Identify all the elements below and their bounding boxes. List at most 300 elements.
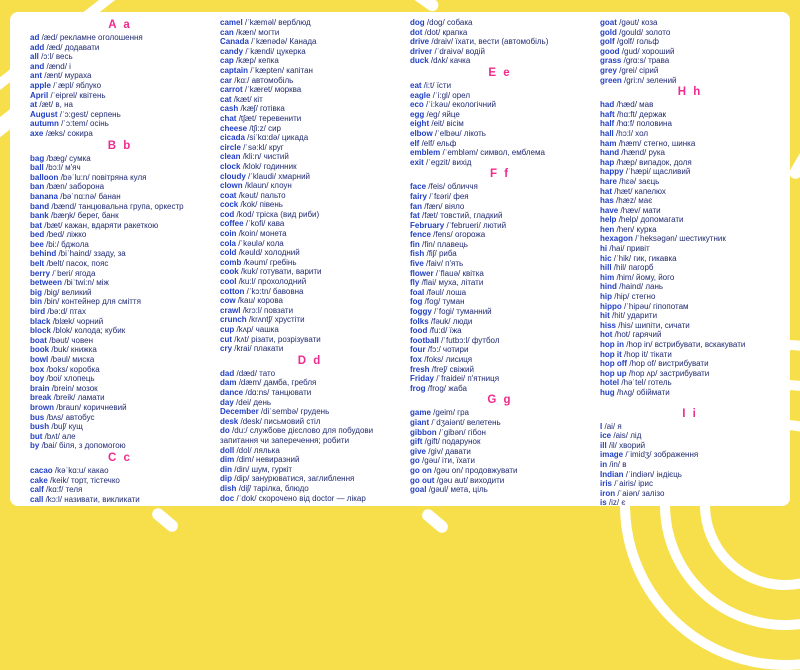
entry-word: cod (220, 209, 235, 219)
entry-translation: давати (445, 446, 471, 456)
entry-translation: ззаду, за (93, 249, 126, 259)
entry-word: fox (410, 355, 422, 364)
entry-translation: риба (438, 249, 457, 259)
entry-transcription: /ˈdok/ (236, 493, 257, 503)
dictionary-entry (410, 355, 590, 365)
entry-translation: сокира (67, 128, 93, 138)
entry-translation: свіжий (449, 364, 474, 374)
entry-transcription: /bæn/ (46, 182, 67, 192)
dictionary-entry (410, 182, 590, 192)
entry-transcription: /gift/ (424, 437, 440, 447)
entry-transcription: /hot/ (614, 330, 631, 340)
entry-word: I (600, 421, 603, 431)
dictionary-entry (410, 230, 590, 240)
dictionary-entry (410, 326, 590, 336)
entry-translation: сир (268, 123, 281, 133)
entry-transcription: /haind/ (619, 282, 644, 292)
dictionary-entry (410, 139, 590, 149)
entry-translation: привіт (626, 244, 650, 254)
entry-translation: ельф (436, 138, 457, 148)
dictionary-entry (30, 211, 210, 221)
entry-translation: трава (648, 56, 670, 66)
dictionary-entry (220, 152, 400, 162)
entry-word: cotton (220, 286, 245, 296)
entry-transcription: /elf/ (421, 138, 435, 148)
dictionary-entry (600, 292, 780, 302)
entry-word: cool (220, 277, 237, 287)
dictionary-entry (220, 369, 400, 379)
entry-word: desk (220, 416, 239, 426)
entry-word: cold (220, 248, 237, 258)
dictionary-entry (410, 91, 590, 101)
entry-word: August (30, 109, 58, 119)
section-header: H h (677, 86, 703, 99)
entry-transcription: /ˈfebrueri/ (446, 220, 481, 230)
entry-translation: держак (639, 109, 667, 119)
entry-translation: продовжувати (465, 465, 518, 475)
dictionary-entry (30, 192, 210, 202)
dictionary-entry (410, 437, 590, 447)
entry-word: crunch (220, 315, 247, 325)
entry-transcription: /hop ʌp/ (628, 368, 658, 378)
dictionary-entry (600, 66, 780, 76)
entry-transcription: /ˈkæret/ (244, 85, 273, 95)
dictionary-entry (600, 215, 780, 225)
entry-transcription: /æks/ (45, 128, 66, 138)
entry-word: driver (410, 46, 433, 56)
entry-word: dad (220, 368, 235, 378)
entry-word: ant (30, 71, 42, 81)
entry-translation: яблуко (75, 80, 102, 90)
entry-transcription: /tʃi:z/ (249, 123, 266, 133)
entry-translation: сірий (639, 65, 659, 75)
entry-translation: лялька (253, 445, 280, 455)
entry-translation: гарячий (632, 330, 662, 340)
dictionary-entry (220, 315, 400, 325)
entry-translation: холодний (264, 248, 300, 258)
dictionary-entry (600, 422, 780, 432)
entry-word: eagle (410, 90, 431, 100)
entry-transcription: /ˈembləm/ (442, 148, 479, 158)
entry-word: banana (30, 191, 59, 201)
entry-translation: квітень (79, 90, 106, 100)
dictionary-entry (410, 336, 590, 346)
entry-translation: прохолодний (257, 277, 307, 287)
entry-word: cock (220, 200, 239, 210)
entry-transcription: /ˈhæpi/ (625, 167, 651, 177)
entry-word: add (30, 42, 45, 52)
dictionary-entry (30, 129, 210, 139)
dictionary-column (30, 18, 220, 506)
dictionary-entry (220, 124, 400, 134)
dictionary-entry (30, 393, 210, 403)
entry-word: emblem (410, 148, 441, 158)
dictionary-entry (220, 143, 400, 153)
entry-transcription: /ˈfutbɔ:l/ (441, 335, 470, 345)
entry-transcription: /bin/ (44, 297, 60, 307)
entry-translation: готель (648, 378, 672, 388)
dictionary-entry (30, 62, 210, 72)
entry-word: dip (220, 474, 232, 484)
entry-translation: щасливий (652, 167, 691, 177)
entry-word: fly (410, 278, 420, 288)
dictionary-entry (410, 408, 590, 418)
entry-word: and (30, 61, 45, 71)
entry-translation: чорний (76, 316, 104, 326)
dictionary-entry (600, 311, 780, 321)
entry-transcription: /brein/ (51, 383, 75, 393)
dictionary-entry (600, 369, 780, 379)
entry-word: fan (410, 201, 422, 211)
entry-translation: клоун (270, 181, 292, 191)
dictionary-entry (410, 81, 590, 91)
dictionary-entry (220, 474, 400, 484)
entry-transcription: /grɑ:s/ (623, 56, 646, 66)
entry-transcription: /gəu on/ (434, 465, 463, 475)
entry-transcription: /dæd/ (236, 368, 257, 378)
entry-transcription: /buʃ/ (51, 422, 67, 432)
dictionary-entry (220, 287, 400, 297)
entry-word: cake (30, 475, 48, 485)
entry-translation: має (638, 196, 653, 206)
dictionary-entry (30, 100, 210, 110)
dictionary-entry (220, 47, 400, 57)
entry-transcription: /fin/ (422, 239, 435, 249)
entry-transcription: /ˈdʒaiənt/ (431, 417, 465, 427)
entry-transcription: /diˈsembə/ (260, 407, 299, 417)
entry-translation: кіт (253, 94, 263, 104)
entry-transcription: /kɑ:/ (234, 75, 250, 85)
entry-translation: грудень (300, 407, 330, 417)
entry-transcription: /his/ (618, 320, 633, 330)
entry-word: hill (600, 263, 612, 273)
dictionary-entry (410, 100, 590, 110)
entry-transcription: /frog/ (427, 383, 447, 393)
entry-transcription: /kæn/ (236, 27, 257, 37)
entry-transcription: /ˈfraidei/ (436, 374, 466, 384)
dictionary-entry (410, 476, 590, 486)
entry-word: dam (220, 378, 237, 388)
dictionary-entry (30, 110, 210, 120)
entry-transcription: /kau/ (237, 296, 256, 306)
entry-word: autumn (30, 119, 59, 129)
dictionary-entry (30, 297, 210, 307)
dictionary-entry (220, 219, 400, 229)
entry-translation: службове дієслово для побудови запитання чи заперечення; робити (220, 426, 374, 445)
entry-word: hi (600, 244, 608, 254)
entry-transcription: /ˈi:kəu/ (426, 100, 451, 110)
entry-word: dim (220, 455, 235, 465)
dictionary-entry (220, 76, 400, 86)
entry-transcription: /hæz/ (616, 196, 637, 206)
entry-translation: коза (641, 18, 658, 27)
entry-word: goat (600, 18, 617, 27)
dictionary-entry (600, 167, 780, 177)
entry-transcription: /gould/ (619, 27, 644, 37)
entry-translation: какао (87, 465, 109, 475)
entry-transcription: /desk/ (240, 416, 262, 426)
entry-translation: туманний (456, 307, 492, 317)
dictionary-entry (220, 344, 400, 354)
dictionary-entry (600, 110, 780, 120)
entry-translation: верблюд (278, 18, 311, 27)
entry-transcription: /klok/ (242, 161, 262, 171)
entry-translation: екологічний (452, 100, 497, 110)
entry-word: hap (600, 157, 615, 167)
entry-word: eco (410, 100, 424, 110)
entry-transcription: /kəum/ (243, 257, 268, 267)
dictionary-entry (600, 28, 780, 38)
dictionary-entry (600, 359, 780, 369)
entry-transcription: /bʌs/ (46, 412, 64, 422)
entry-transcription: /hop it/ (624, 349, 649, 359)
entry-translation: крапка (442, 27, 468, 37)
entry-word: at (30, 100, 38, 110)
section-header: G g (487, 394, 513, 407)
entry-translation: пальто (260, 190, 286, 200)
dictionary-entry (220, 114, 400, 124)
dictionary-entry (600, 479, 780, 489)
dictionary-entry (410, 240, 590, 250)
dictionary-entry (30, 43, 210, 53)
entry-word: duck (410, 56, 429, 66)
entry-word: fat (410, 211, 420, 221)
entry-transcription: /dei/ (236, 397, 252, 407)
dictionary-entry (600, 206, 780, 216)
dictionary-entry (220, 28, 400, 38)
dictionary-entry (410, 418, 590, 428)
entry-word: circle (220, 142, 241, 152)
entry-translation: футбол (471, 335, 500, 345)
entry-translation: туман (442, 297, 465, 307)
dictionary-entry (30, 221, 210, 231)
dictionary-entry (220, 210, 400, 220)
dictionary-entry (30, 374, 210, 384)
dictionary-entry (220, 248, 400, 258)
entry-transcription: /fog/ (424, 297, 441, 307)
entry-translation: шипіти, сичати (635, 320, 690, 330)
dictionary-entry (30, 52, 210, 62)
entry-translation: кола (266, 238, 284, 248)
entry-transcription: /ˈkæpten/ (250, 65, 285, 75)
entry-translation: біля, з допомогою (58, 441, 126, 451)
entry-translation: теля (65, 485, 83, 495)
entry-translation: ягода (74, 268, 96, 278)
entry-transcription: /biˈhaind/ (58, 249, 92, 259)
entry-translation: лоша (446, 287, 467, 297)
entry-transcription: /ˈɔ:tem/ (61, 119, 88, 129)
dictionary-entry (410, 148, 590, 158)
entry-word: hippo (600, 301, 622, 311)
entry-word: doll (220, 445, 235, 455)
dictionary-entry (30, 71, 210, 81)
dictionary-entry (30, 485, 210, 495)
entry-word: eight (410, 119, 430, 129)
entry-translation: залізо (641, 488, 665, 498)
entry-translation: шум, гуркіт (251, 464, 293, 474)
entry-translation: повітряна куля (91, 172, 147, 182)
entry-translation: зображення (653, 450, 699, 460)
dictionary-entry (600, 100, 780, 110)
dictionary-entry (220, 335, 400, 345)
entry-translation: хмарний (278, 171, 311, 181)
entry-translation: лютий (482, 220, 507, 230)
entry-transcription: /hɑ:f/ (616, 119, 635, 129)
entry-word: chat (220, 113, 237, 123)
entry-transcription: /kli:n/ (242, 152, 262, 162)
entry-word: December (220, 407, 259, 417)
entry-translation: гребінь (269, 257, 297, 267)
dictionary-entry (30, 91, 210, 101)
entry-word: coffee (220, 219, 244, 229)
entry-word: can (220, 27, 234, 37)
entry-word: fin (410, 239, 420, 249)
entry-translation: круг (268, 142, 284, 152)
dictionary-entry (600, 56, 780, 66)
entry-transcription: /kəˈkɑ:u/ (54, 465, 86, 475)
entry-translation: хол (635, 128, 649, 138)
entry-translation: в, на (55, 100, 73, 110)
entry-transcription: /eit/ (431, 119, 445, 129)
entry-word: giant (410, 417, 430, 427)
entry-word: game (410, 408, 431, 418)
dictionary-entry (30, 365, 210, 375)
entry-transcription: /du:/ (232, 426, 248, 436)
entry-word: hug (600, 387, 615, 397)
entry-transcription: /bɔ:l/ (46, 163, 63, 173)
entry-translation: готівка (260, 104, 285, 114)
entry-word: captain (220, 65, 249, 75)
entry-translation: курка (636, 224, 657, 234)
entry-word: bat (30, 220, 42, 230)
dictionary-entry (410, 384, 590, 394)
entry-word: ban (30, 182, 45, 192)
entry-transcription: /iz/ (608, 498, 620, 506)
section-header: F f (489, 168, 511, 181)
entry-translation: кепка (258, 56, 279, 66)
entry-word: had (600, 100, 615, 110)
entry-transcription: /il/ (608, 440, 617, 450)
dictionary-entry (410, 192, 590, 202)
entry-translation: м'яч (65, 163, 81, 173)
entry-transcription: /big/ (44, 287, 60, 297)
entry-transcription: /kɑ:f/ (46, 485, 64, 495)
entry-translation: пагорб (628, 263, 654, 273)
entry-translation: встрибувати, вскакувати (654, 340, 746, 349)
entry-translation: велетень (466, 417, 501, 427)
entry-translation: допомагати (640, 215, 684, 225)
entry-transcription: /blok/ (53, 326, 73, 336)
entry-translation: заєць (638, 176, 660, 186)
entry-word: image (600, 450, 624, 460)
entry-word: cup (220, 325, 235, 334)
entry-transcription: /kɔ:l/ (45, 494, 63, 504)
entry-transcription: /koin/ (238, 229, 258, 239)
entry-translation: п'ятниця (467, 374, 500, 384)
dictionary-spread (10, 12, 790, 506)
dictionary-entry (30, 441, 210, 451)
entry-word: bag (30, 153, 45, 163)
entry-word: dot (410, 27, 423, 37)
entry-word: hic (600, 253, 612, 263)
entry-translation: п'ять (445, 259, 464, 269)
dictionary-entry (410, 28, 590, 38)
dictionary-entry (410, 18, 590, 28)
entry-transcription: /breik/ (53, 393, 76, 403)
entry-transcription: /ˈsə:kl/ (243, 142, 267, 152)
dictionary-entry (600, 76, 780, 86)
entry-word: bird (30, 307, 46, 317)
entry-translation: вісім (446, 119, 464, 129)
entry-transcription: /ˈhik/ (613, 253, 632, 263)
entry-translation: тріска (вид риби) (256, 209, 320, 219)
entry-translation: танцювати (271, 387, 312, 397)
entry-transcription: /him/ (616, 272, 634, 282)
entry-translation: золото (645, 27, 671, 37)
entry-word: day (220, 397, 234, 407)
entry-word: have (600, 205, 619, 215)
entry-translation: фея (453, 191, 469, 201)
dictionary-entry (30, 288, 210, 298)
entry-translation: лікоть (463, 128, 486, 138)
entry-transcription: /gəul/ (428, 485, 449, 495)
entry-word: bush (30, 422, 50, 432)
entry-transcription: /hai/ (609, 244, 625, 254)
entry-word: drive (410, 37, 430, 47)
entry-translation: люди (452, 316, 473, 326)
entry-transcription: /flai/ (421, 278, 437, 288)
dictionary-entry (30, 476, 210, 486)
entry-word: go out (410, 475, 435, 485)
entry-transcription: /ˈelbəu/ (434, 128, 462, 138)
entry-translation: огорожа (454, 230, 486, 240)
dictionary-entry (410, 259, 590, 269)
entry-transcription: /ˈfogi/ (434, 307, 455, 317)
entry-transcription: /bed/ (46, 230, 65, 240)
entry-translation: чотири (442, 345, 469, 355)
dictionary-entry (220, 200, 400, 210)
entry-transcription: /siˈkɑ:də/ (247, 133, 280, 143)
entry-translation: капітан (286, 65, 313, 75)
entry-word: brain (30, 383, 50, 393)
dictionary-entry (220, 426, 400, 445)
dictionary-entry (30, 119, 210, 129)
entry-transcription: /kʌt/ (234, 334, 249, 344)
dictionary-entry (600, 158, 780, 168)
dictionary-entry (410, 288, 590, 298)
dictionary-entry (600, 148, 780, 158)
dictionary-entry (220, 85, 400, 95)
entry-word: break (30, 393, 52, 403)
entry-transcription: /grei/ (619, 65, 637, 75)
dictionary-entry (600, 330, 780, 340)
entry-transcription: /dʌk/ (430, 56, 448, 66)
dictionary-entry (220, 258, 400, 268)
entry-word: doc (220, 493, 235, 503)
dictionary-entry (410, 345, 590, 355)
dictionary-entry (30, 33, 210, 43)
entry-word: car (220, 75, 233, 85)
entry-word: axe (30, 128, 44, 138)
dictionary-entry (410, 307, 590, 317)
entry-transcription: /dɑ:ns/ (245, 387, 270, 397)
entry-word: grey (600, 65, 617, 75)
entry-translation: обличчя (447, 182, 478, 192)
entry-transcription: /hʌg/ (616, 387, 635, 397)
entry-word: go (410, 456, 420, 466)
entry-translation: півень (259, 200, 283, 210)
dictionary-entry (30, 422, 210, 432)
